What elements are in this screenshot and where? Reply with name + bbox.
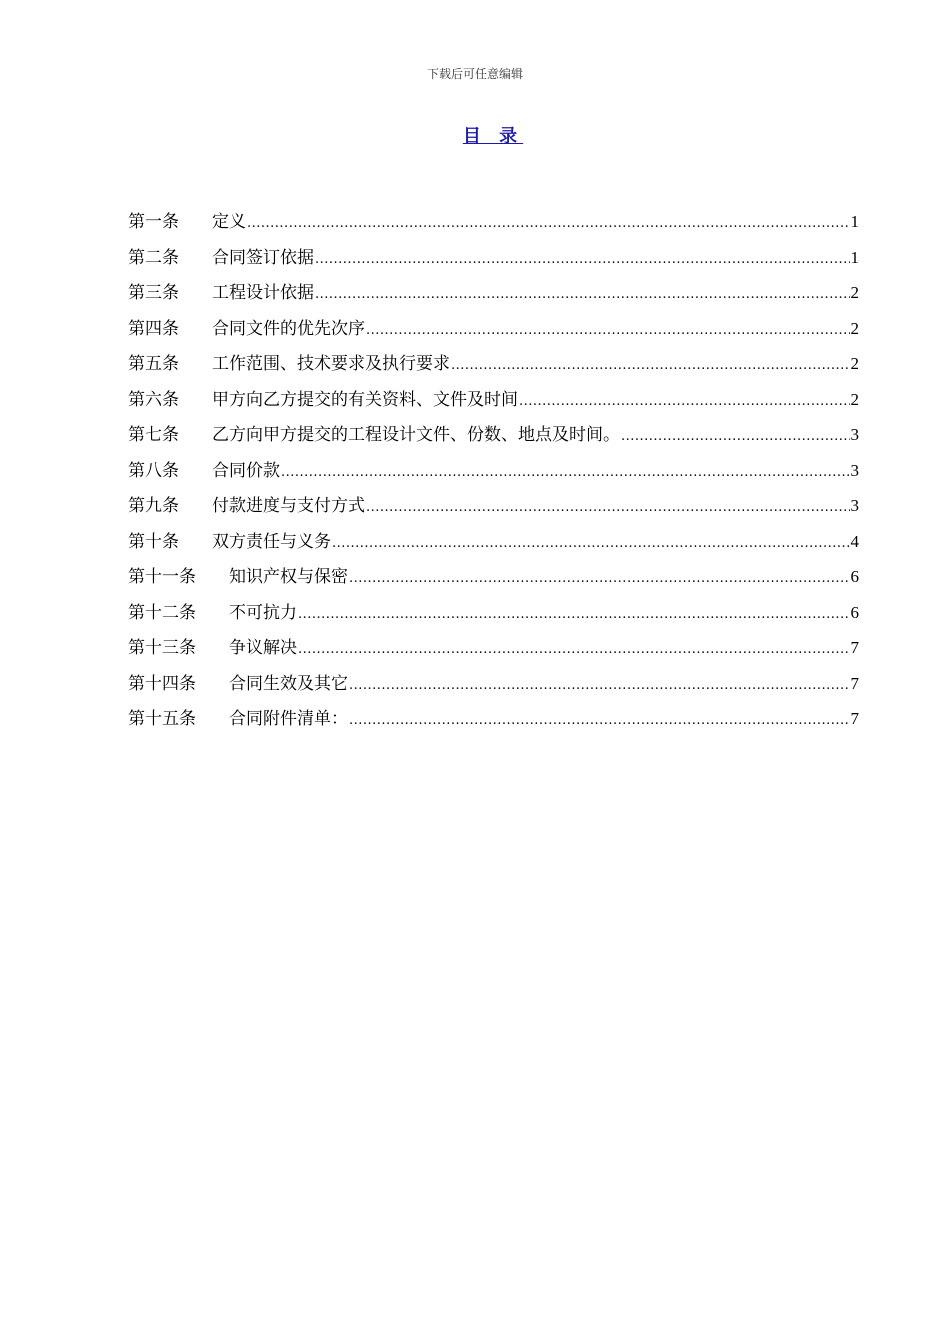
toc-entry-9[interactable] (128, 490, 859, 526)
toc-entry-number: 第十二条 (128, 602, 196, 623)
toc-dot-leader (332, 528, 850, 560)
toc-dot-leader (366, 492, 850, 524)
toc-entry-page: 7 (850, 638, 859, 657)
toc-dot-leader (247, 208, 850, 240)
toc-entry-number: 第十三条 (128, 638, 196, 658)
toc-entry-14[interactable] (128, 668, 859, 704)
toc-entry-number: 第三条 (128, 283, 179, 303)
toc-entry-title: 合同附件清单： (229, 709, 348, 729)
toc-entry-title: 争议解决 (229, 638, 297, 658)
toc-dot-leader (451, 350, 850, 382)
toc-entry-title: 付款进度与支付方式 (212, 496, 365, 516)
toc-entry-title: 合同文件的优先次序 (212, 318, 365, 339)
toc-dot-leader (298, 599, 850, 631)
toc-entry-title: 工程设计依据 (212, 283, 314, 303)
toc-entry-title: 合同生效及其它 (229, 673, 348, 694)
toc-entry-7[interactable] (128, 419, 859, 455)
toc-entry-number: 第十条 (128, 531, 179, 552)
toc-entry-title: 乙方向甲方提交的工程设计文件、份数、地点及时间。 (212, 425, 620, 445)
toc-entry-page: 7 (850, 673, 859, 693)
toc-entry-number: 第五条 (128, 354, 179, 374)
toc-entry-title: 定义 (212, 212, 246, 232)
toc-dot-leader (621, 421, 850, 453)
toc-entry-number: 第九条 (128, 496, 179, 516)
toc-entry-page: 2 (850, 354, 859, 373)
toc-entry-page: 2 (850, 389, 859, 409)
toc-entry-page: 6 (850, 602, 859, 622)
toc-dot-leader (349, 563, 850, 595)
toc-entry-13[interactable] (128, 632, 859, 668)
toc-dot-leader (366, 315, 850, 347)
toc-entry-number: 第二条 (128, 247, 179, 268)
toc-entry-page: 1 (850, 212, 859, 231)
toc-entry-page: 1 (850, 247, 859, 267)
toc-title[interactable]: 目 录 (462, 126, 524, 147)
toc-dot-leader (349, 705, 850, 737)
toc-entry-number: 第四条 (128, 318, 179, 339)
toc-entry-8[interactable] (128, 455, 859, 491)
toc-dot-leader (281, 457, 850, 489)
toc-entry-title: 工作范围、技术要求及执行要求 (212, 354, 450, 374)
toc-dot-leader (315, 279, 850, 311)
toc-entry-3[interactable] (128, 277, 859, 313)
toc-entry-12[interactable] (128, 597, 859, 633)
toc-entry-number: 第十四条 (128, 673, 196, 694)
toc-entry-page: 7 (850, 709, 859, 728)
toc-entry-title: 双方责任与义务 (212, 531, 331, 552)
toc-entry-10[interactable] (128, 526, 859, 562)
toc-entry-11[interactable] (128, 561, 859, 597)
toc-entry-4[interactable] (128, 313, 859, 349)
toc-entry-page: 3 (850, 496, 859, 515)
toc-entry-number: 第八条 (128, 460, 179, 481)
toc-entry-page: 2 (850, 283, 859, 302)
toc-list (128, 206, 859, 739)
toc-entry-page: 2 (850, 318, 859, 338)
toc-entry-15[interactable] (128, 703, 859, 739)
toc-entry-page: 4 (850, 531, 859, 551)
toc-entry-number: 第十一条 (128, 567, 196, 587)
toc-dot-leader (298, 634, 850, 666)
toc-entry-number: 第六条 (128, 389, 179, 410)
toc-entry-6[interactable] (128, 384, 859, 420)
toc-entry-title: 知识产权与保密 (229, 567, 348, 587)
toc-entry-page: 6 (850, 567, 859, 586)
toc-entry-title: 甲方向乙方提交的有关资料、文件及时间 (212, 389, 518, 410)
toc-entry-5[interactable] (128, 348, 859, 384)
toc-entry-title: 合同价款 (212, 460, 280, 481)
toc-entry-page: 3 (850, 460, 859, 480)
header-note: 下载后可任意编辑 (426, 67, 523, 81)
toc-entry-1[interactable] (128, 206, 859, 242)
toc-entry-2[interactable] (128, 242, 859, 278)
toc-dot-leader (519, 386, 850, 418)
toc-entry-number: 第十五条 (128, 709, 196, 729)
toc-dot-leader (315, 244, 850, 276)
toc-entry-title: 合同签订依据 (212, 247, 314, 268)
toc-dot-leader (349, 670, 850, 702)
toc-entry-title: 不可抗力 (229, 602, 297, 623)
toc-entry-page: 3 (850, 425, 859, 444)
toc-entry-number: 第七条 (128, 425, 179, 445)
toc-entry-number: 第一条 (128, 212, 179, 232)
